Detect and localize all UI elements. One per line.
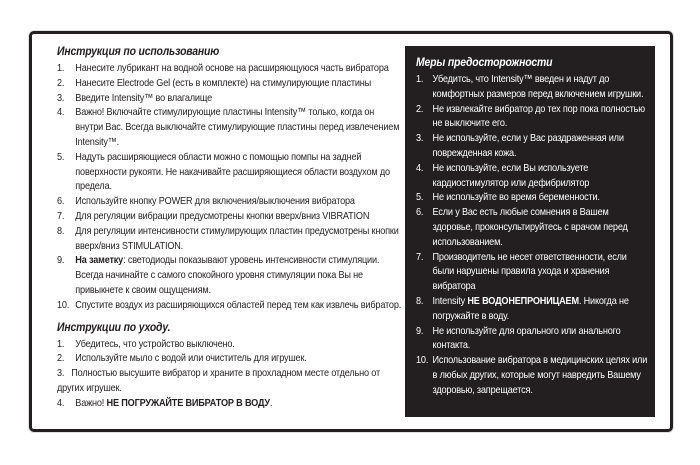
list-item [57, 194, 403, 209]
item-number: 2. [57, 76, 65, 89]
item-number: 9. [57, 254, 65, 267]
item-number: 3. [57, 367, 65, 380]
item-text: Для регуляции вибрации предусмотрены кнопки вверх/вниз VIBRATION [75, 209, 370, 222]
list-item [57, 396, 403, 411]
list-item [416, 250, 647, 294]
item-text: На заметку: светодиоды показывают уровень интенсивности стимуляции. Всегда начинайте с самого спокойного уровня стимуляции пока Вы не привыкнете к своим ощущениям. [75, 254, 380, 296]
list-item [57, 351, 403, 366]
item-text: Не используйте, если Вы используете кардиостимулятор или дефибрилятор [432, 161, 590, 189]
care-list [57, 337, 403, 411]
item-text: Использование вибратора в медицинских целях или в любых других, которые могут навредить Вашему здоровью, запрещается. [432, 354, 648, 396]
item-text: Если у Вас есть любые сомнения в Вашем здоровье, проконсультируйтесь с врачом перед использованием. [432, 206, 628, 248]
care-section [57, 319, 403, 411]
item-text: Производитель не несет ответственности, если были нарушены правила ухода и хранения вибратора [432, 250, 627, 293]
usage-list [57, 61, 403, 313]
list-item [416, 131, 647, 161]
item-text: Не используйте во время беременности. [432, 191, 600, 204]
item-number: 7. [57, 209, 65, 222]
item-number: 7. [416, 250, 424, 263]
item-text: Полностью высушите вибратор и храните в прохладном месте отдельно от других игрушек. [57, 367, 381, 394]
item-number: 2. [57, 352, 65, 365]
list-item [57, 61, 403, 76]
item-text: Убедитесь, что устройство выключено. [75, 337, 235, 350]
item-text: Нанесите Electrode Gel (есть в комплекте) на стимулирующие пластины [75, 76, 372, 89]
list-item [57, 366, 403, 396]
item-text: Intensity НЕ ВОДОНЕПРОНИЦАЕМ. Никогда не погружайте в воду. [432, 294, 629, 322]
item-number: 1. [416, 73, 424, 85]
precautions-heading: Меры предосторожности [416, 55, 553, 69]
item-number: 6. [416, 206, 424, 219]
list-item [57, 209, 403, 224]
item-number: 3. [416, 132, 424, 145]
list-item [57, 105, 403, 149]
item-number: 2. [416, 102, 424, 115]
list-item [416, 161, 647, 191]
item-text: Надуть расширяющиеся области можно с помощью помпы на задней поверхности рукояти. Не накачивайте расширяющиеся области воздухом до предела. [75, 150, 390, 193]
precautions-list [416, 72, 647, 398]
list-item [57, 91, 403, 106]
list-item [416, 102, 647, 132]
item-number: 3. [57, 91, 65, 104]
care-heading: Инструкции по уходу. [57, 319, 171, 334]
item-number: 1. [57, 337, 65, 350]
list-item [57, 253, 403, 297]
item-number: 8. [416, 294, 424, 307]
item-text: Используйте кнопку POWER для включения/выключения вибратора [75, 195, 355, 208]
list-item [57, 298, 403, 313]
item-text: Не используйте, если у Вас раздраженная или поврежденная кожа. [432, 132, 624, 159]
item-text: Спустите воздух из расширяющихся областей перед тем как извлечь вибратор. [75, 298, 402, 311]
precautions-panel [405, 46, 655, 417]
item-text: Для регуляции интенсивности стимулирующих пластин предусмотрены кнопки вверх/вниз STIMULATION. [75, 224, 399, 252]
list-item [416, 294, 647, 324]
list-item [57, 337, 403, 352]
left-column [57, 43, 403, 411]
item-text: Не используйте для орального или анального контакта. [432, 324, 621, 352]
item-number: 10. [416, 354, 429, 367]
list-item [416, 324, 647, 354]
list-item [416, 190, 647, 205]
list-item [57, 150, 403, 194]
item-text: Нанесите лубрикант на водной основе на расширяющуюся часть вибратора [75, 62, 389, 74]
item-number: 10. [57, 298, 70, 311]
item-number: 6. [57, 195, 65, 208]
usage-section [57, 43, 403, 313]
usage-heading: Инструкция по использованию [57, 44, 220, 58]
list-item [416, 353, 647, 397]
item-number: 4. [57, 106, 65, 119]
item-text: Не извлекайте вибратор до тех пор пока полностью не выключите его. [432, 102, 645, 130]
item-number: 5. [416, 191, 424, 204]
item-number: 4. [416, 161, 424, 174]
list-item [57, 76, 403, 91]
item-text: Используйте мыло с водой или очиститель для игрушек. [75, 352, 307, 365]
item-text: Важно! НЕ ПОГРУЖАЙТЕ ВИБРАТОР В ВОДУ. [75, 396, 273, 409]
item-text: Введите Intensity™ во влагалище [75, 91, 212, 104]
item-number: 1. [57, 62, 65, 74]
item-text: Убедитсь, что Intensity™ введен и надут до комфортных размеров перед включением игрушки. [432, 73, 644, 100]
item-number: 8. [57, 224, 65, 237]
list-item [416, 205, 647, 249]
list-item [416, 72, 647, 102]
item-text: Важно! Включайте стимулирующие пластины Intensity™ только, когда он внутри Вас. Всегда выключайте стимулирующие пластины перед извлечением Intensity™. [75, 106, 400, 148]
item-number: 9. [416, 324, 424, 337]
item-number: 4. [57, 396, 65, 409]
item-number: 5. [57, 150, 65, 163]
list-item [57, 224, 403, 254]
